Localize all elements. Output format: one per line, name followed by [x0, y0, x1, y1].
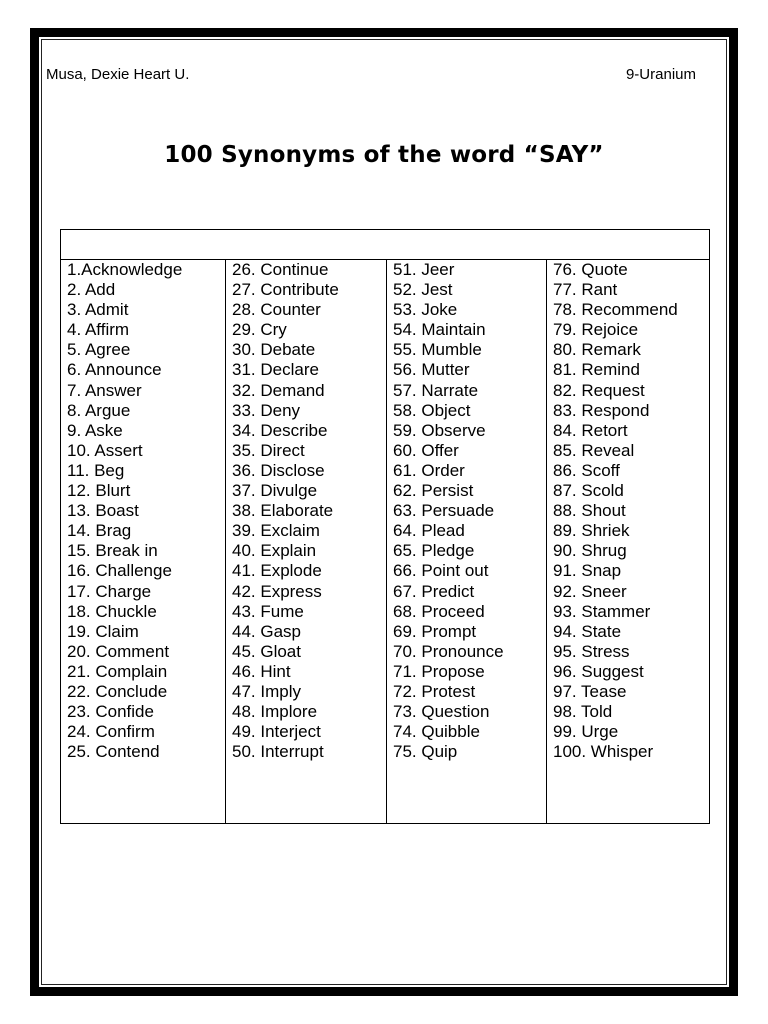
synonym-item: 22. Conclude: [67, 681, 168, 701]
synonym-item: 62. Persist: [393, 481, 474, 501]
synonym-item: 18. Chuckle: [67, 601, 157, 621]
synonym-item: 71. Propose: [393, 661, 485, 681]
synonym-item: 51. Jeer: [393, 260, 455, 279]
synonym-item: 25. Contend: [67, 742, 160, 762]
synonym-item: 90. Shrug: [553, 541, 627, 561]
synonym-item: 35. Direct: [232, 440, 305, 460]
synonym-item: 27. Contribute: [232, 280, 339, 300]
synonym-item: 19. Claim: [67, 621, 139, 641]
synonym-item: 50. Interrupt: [232, 742, 324, 762]
table-body: [61, 260, 709, 824]
synonym-item: 33. Deny: [232, 400, 301, 420]
synonyms-table: [60, 229, 710, 824]
synonym-item: 79. Rejoice: [553, 320, 639, 340]
synonym-item: 17. Charge: [67, 581, 152, 601]
synonym-item: 1.Acknowledge: [67, 260, 183, 279]
synonym-item: 43. Fume: [232, 601, 304, 621]
synonym-item: 6. Announce: [67, 360, 162, 380]
synonym-item: 31. Declare: [232, 360, 319, 380]
synonym-item: 66. Point out: [393, 561, 489, 581]
synonym-item: 3. Admit: [67, 300, 129, 320]
synonym-item: 65. Pledge: [393, 541, 475, 561]
table-column-2: [226, 260, 387, 824]
synonym-item: 20. Comment: [67, 641, 170, 661]
synonym-item: 88. Shout: [553, 501, 626, 521]
synonym-item: 30. Debate: [232, 340, 316, 360]
synonym-item: 38. Elaborate: [232, 501, 334, 521]
synonym-item: 32. Demand: [232, 380, 325, 400]
synonym-item: 86. Scoff: [553, 460, 620, 480]
synonym-item: 87. Scold: [553, 481, 624, 501]
synonym-item: 39. Exclaim: [232, 521, 320, 541]
table-column-1: [61, 260, 226, 824]
synonym-item: 93. Stammer: [553, 601, 651, 621]
synonym-item: 11. Beg: [67, 460, 125, 480]
synonym-item: 78. Recommend: [553, 300, 678, 320]
synonym-item: 49. Interject: [232, 722, 321, 742]
synonym-item: 46. Hint: [232, 661, 291, 681]
synonym-item: 67. Predict: [393, 581, 475, 601]
synonym-item: 59. Observe: [393, 420, 486, 440]
synonym-item: 13. Boast: [67, 501, 139, 521]
synonym-item: 80. Remark: [553, 340, 641, 360]
synonym-item: 21. Complain: [67, 661, 168, 681]
synonym-item: 47. Imply: [232, 681, 301, 701]
synonym-item: 100. Whisper: [553, 742, 654, 762]
synonym-item: 40. Explain: [232, 541, 317, 561]
synonym-item: 26. Continue: [232, 260, 329, 279]
synonym-item: 82. Request: [553, 380, 645, 400]
synonym-item: 12. Blurt: [67, 481, 131, 501]
synonym-item: 52. Jest: [393, 280, 453, 300]
synonym-item: 92. Sneer: [553, 581, 627, 601]
synonym-item: 61. Order: [393, 460, 465, 480]
synonym-item: 28. Counter: [232, 300, 321, 320]
synonym-item: 57. Narrate: [393, 380, 479, 400]
synonym-item: 72. Protest: [393, 681, 476, 701]
synonym-item: 76. Quote: [553, 260, 628, 279]
synonym-item: 60. Offer: [393, 440, 459, 460]
synonym-item: 75. Quip: [393, 742, 458, 762]
synonym-item: 84. Retort: [553, 420, 628, 440]
section-name: 9-Uranium: [625, 66, 696, 83]
synonym-item: 77. Rant: [553, 280, 618, 300]
synonym-item: 53. Joke: [393, 300, 458, 320]
synonym-item: 96. Suggest: [553, 661, 644, 681]
synonym-item: 10. Assert: [67, 440, 143, 460]
synonym-item: 69. Prompt: [393, 621, 477, 641]
synonym-item: 44. Gasp: [232, 621, 301, 641]
synonym-item: 2. Add: [67, 280, 116, 300]
synonym-item: 41. Explode: [232, 561, 322, 581]
page-title: 100 Synonyms of the word “SAY”: [164, 142, 604, 168]
synonym-item: 15. Break in: [67, 541, 158, 561]
table-column-3: [387, 260, 547, 824]
synonym-item: 16. Challenge: [67, 561, 172, 581]
synonym-item: 48. Implore: [232, 702, 318, 722]
table-column-4: [547, 260, 709, 824]
synonym-item: 42. Express: [232, 581, 322, 601]
synonym-item: 68. Proceed: [393, 601, 485, 621]
synonym-item: 56. Mutter: [393, 360, 470, 380]
synonym-item: 9. Aske: [67, 420, 123, 440]
synonym-item: 83. Respond: [553, 400, 650, 420]
synonym-item: 91. Snap: [553, 561, 622, 581]
synonym-item: 4. Affirm: [67, 320, 130, 340]
synonym-item: 36. Disclose: [232, 460, 325, 480]
synonym-item: 64. Plead: [393, 521, 465, 541]
synonym-item: 89. Shriek: [553, 521, 630, 541]
synonym-item: 24. Confirm: [67, 722, 155, 742]
synonym-item: 70. Pronounce: [393, 641, 504, 661]
synonym-item: 37. Divulge: [232, 481, 318, 501]
synonym-item: 45. Gloat: [232, 641, 301, 661]
synonym-item: 95. Stress: [553, 641, 630, 661]
synonym-item: 29. Cry: [232, 320, 287, 340]
synonym-item: 14. Brag: [67, 521, 132, 541]
synonym-item: 54. Maintain: [393, 320, 486, 340]
table-header-row: [61, 230, 709, 260]
synonym-item: 74. Quibble: [393, 722, 480, 742]
synonym-item: 55. Mumble: [393, 340, 482, 360]
synonym-item: 34. Describe: [232, 420, 328, 440]
synonym-item: 98. Told: [553, 702, 613, 722]
synonym-item: 23. Confide: [67, 702, 154, 722]
synonym-item: 63. Persuade: [393, 501, 495, 521]
synonym-item: 73. Question: [393, 702, 490, 722]
student-name: Musa, Dexie Heart U.: [46, 66, 190, 83]
synonym-item: 85. Reveal: [553, 440, 635, 460]
synonym-item: 94. State: [553, 621, 622, 641]
synonym-item: 99. Urge: [553, 722, 619, 742]
synonym-item: 97. Tease: [553, 681, 627, 701]
synonym-item: 7. Answer: [67, 380, 142, 400]
synonym-item: 58. Object: [393, 400, 471, 420]
synonym-item: 81. Remind: [553, 360, 640, 380]
synonym-item: 5. Agree: [67, 340, 131, 360]
synonym-item: 8. Argue: [67, 400, 131, 420]
